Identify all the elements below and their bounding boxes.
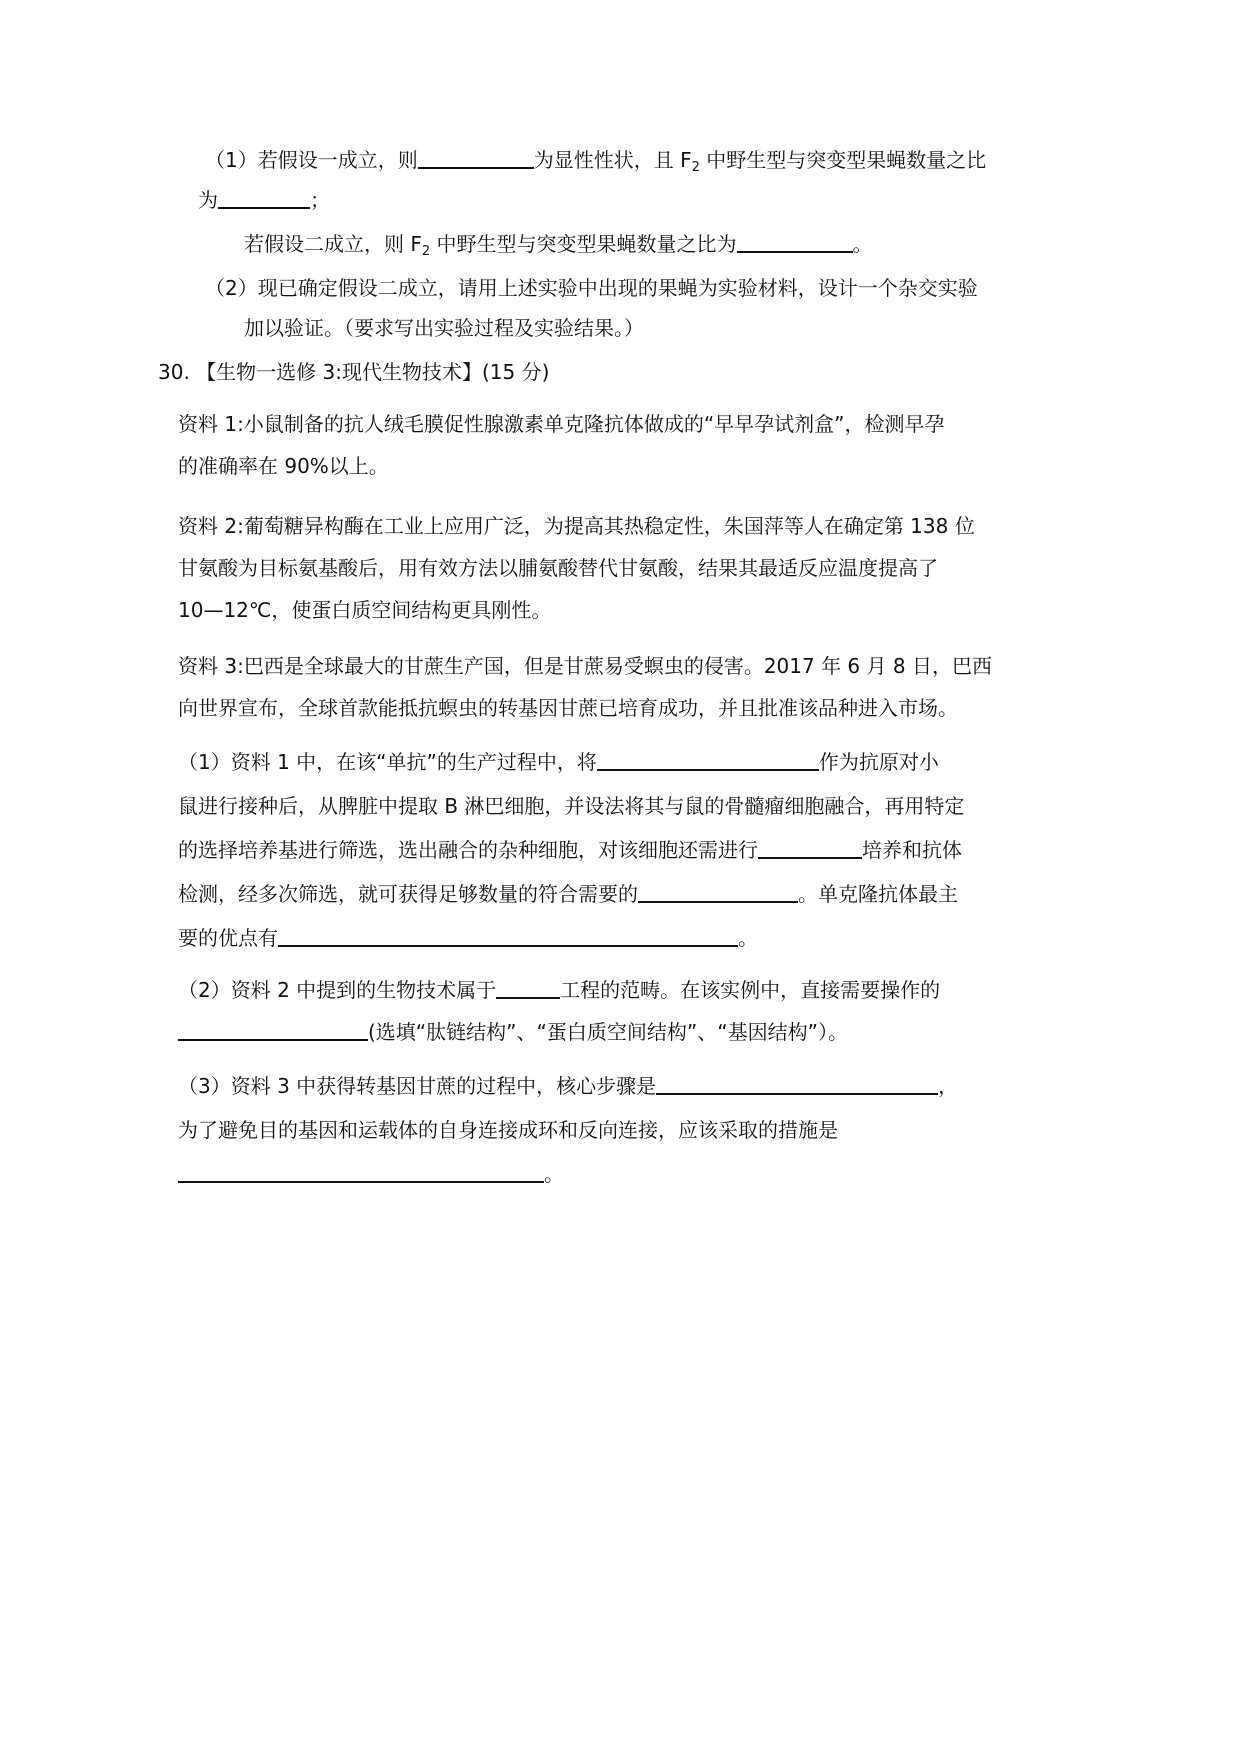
sub-question-text: 检测，经多次筛选，就可获得足够数量的符合需要的 xyxy=(178,882,638,906)
answer-blank xyxy=(218,187,310,209)
sub-question-text: 要的优点有 xyxy=(178,926,278,950)
subscript: 2 xyxy=(421,244,431,259)
material-3-line-2 xyxy=(178,694,958,722)
material-3-line-1 xyxy=(178,652,992,680)
q2-text-b: 加以验证。（要求写出实验过程及实验结果。） xyxy=(244,316,644,340)
sub-question-text: （1）资料 1 中，在该“单抗”的生产过程中，将 xyxy=(178,750,597,774)
sub-question-text: 。 xyxy=(544,1162,564,1186)
material-2-text: 10—12℃，使蛋白质空间结构更具刚性。 xyxy=(178,598,552,622)
question-30-header xyxy=(158,358,549,386)
answer-blank xyxy=(278,925,738,947)
sub-question-text: ， xyxy=(938,1074,959,1098)
sub-question-text: （3）资料 3 中获得转基因甘蔗的过程中，核心步骤是 xyxy=(178,1074,657,1098)
sub-question-text: (选填“肽链结构”、“蛋白质空间结构”、“基因结构”）。 xyxy=(368,1020,848,1044)
q1-text-c: 中野生型与突变型果蝇数量之比 xyxy=(699,148,987,172)
sub-question-text: （2）资料 2 中提到的生物技术属于 xyxy=(178,978,497,1002)
sub-question-text: 培养和抗体 xyxy=(862,838,962,862)
sub-question-3-line-2 xyxy=(178,1116,838,1144)
sub-question-1-line-1 xyxy=(178,748,939,776)
answer-blank xyxy=(737,231,853,253)
sub-question-text: 。 xyxy=(738,926,758,950)
answer-blank xyxy=(178,1161,544,1183)
q1-text-f: 若假设二成立，则 F xyxy=(244,232,422,256)
answer-blank xyxy=(418,147,534,169)
answer-blank xyxy=(656,1073,938,1095)
material-1-text: 资料 1:小鼠制备的抗人绒毛膜促性腺激素单克隆抗体做成的“早早孕试剂盒”，检测早孕 xyxy=(178,412,945,436)
question-29-1-line-1 xyxy=(205,146,986,174)
sub-question-1-line-4 xyxy=(178,880,958,908)
q1-text-d: 为 xyxy=(198,188,218,212)
sub-question-3-line-3 xyxy=(178,1160,564,1188)
material-2-line-3 xyxy=(178,596,551,624)
q1-text-a: （1）若假设一成立，则 xyxy=(205,148,418,172)
material-1-text: 的准确率在 90%以上。 xyxy=(178,454,389,478)
answer-blank xyxy=(178,1019,368,1041)
sub-question-text: 为了避免目的基因和运载体的自身连接成环和反向连接，应该采取的措施是 xyxy=(178,1118,838,1142)
answer-blank xyxy=(597,749,819,771)
sub-question-text: 的选择培养基进行筛选，选出融合的杂种细胞，对该细胞还需进行 xyxy=(178,838,758,862)
sub-question-1-line-3 xyxy=(178,836,962,864)
material-3-text: 资料 3:巴西是全球最大的甘蔗生产国，但是甘蔗易受螟虫的侵害。2017 年 6 月 8 日，巴西 xyxy=(178,654,992,678)
sub-question-1-line-5 xyxy=(178,924,758,952)
answer-blank xyxy=(638,881,798,903)
subscript: 2 xyxy=(691,160,700,175)
material-2-line-1 xyxy=(178,512,975,540)
question-29-2-line-1 xyxy=(205,274,978,302)
sub-question-2-line-1 xyxy=(178,976,940,1004)
material-2-line-2 xyxy=(178,554,938,582)
sub-question-text: 鼠进行接种后，从脾脏中提取 B 淋巴细胞，并设法将其与鼠的骨髓瘤细胞融合，再用特定 xyxy=(178,794,965,818)
sub-question-2-line-2 xyxy=(178,1018,848,1046)
question-29-2-line-2 xyxy=(244,314,644,342)
answer-blank xyxy=(758,837,862,859)
sub-question-3-line-1 xyxy=(178,1072,958,1100)
q1-text-b: 为显性性状，且 F xyxy=(533,148,692,172)
sub-question-text: 。单克隆抗体最主 xyxy=(798,882,958,906)
material-2-text: 甘氨酸为目标氨基酸后，用有效方法以脯氨酸替代甘氨酸，结果其最适反应温度提高了 xyxy=(178,556,938,580)
question-29-1-line-2 xyxy=(198,186,330,214)
material-1-line-1 xyxy=(178,410,945,438)
sub-question-text: 工程的范畴。在该实例中，直接需要操作的 xyxy=(560,978,941,1002)
question-29-1-line-3 xyxy=(244,230,873,258)
q1-text-h: 。 xyxy=(852,232,873,256)
section-header: 30. 【生物一选修 3:现代生物技术】(15 分) xyxy=(158,360,550,384)
q1-text-e: ； xyxy=(310,188,330,212)
q2-text-a: （2）现已确定假设二成立，请用上述实验中出现的果蝇为实验材料，设计一个杂交实验 xyxy=(205,276,978,300)
sub-question-text: 作为抗原对小 xyxy=(818,750,939,774)
q1-text-g: 中野生型与突变型果蝇数量之比为 xyxy=(430,232,737,256)
answer-blank xyxy=(496,977,560,999)
sub-question-1-line-2 xyxy=(178,792,964,820)
material-3-text: 向世界宣布，全球首款能抵抗螟虫的转基因甘蔗已培育成功，并且批准该品种进入市场。 xyxy=(178,696,958,720)
material-2-text: 资料 2:葡萄糖异构酶在工业上应用广泛，为提高其热稳定性，朱国萍等人在确定第 138 位 xyxy=(178,514,975,538)
material-1-line-2 xyxy=(178,452,389,480)
